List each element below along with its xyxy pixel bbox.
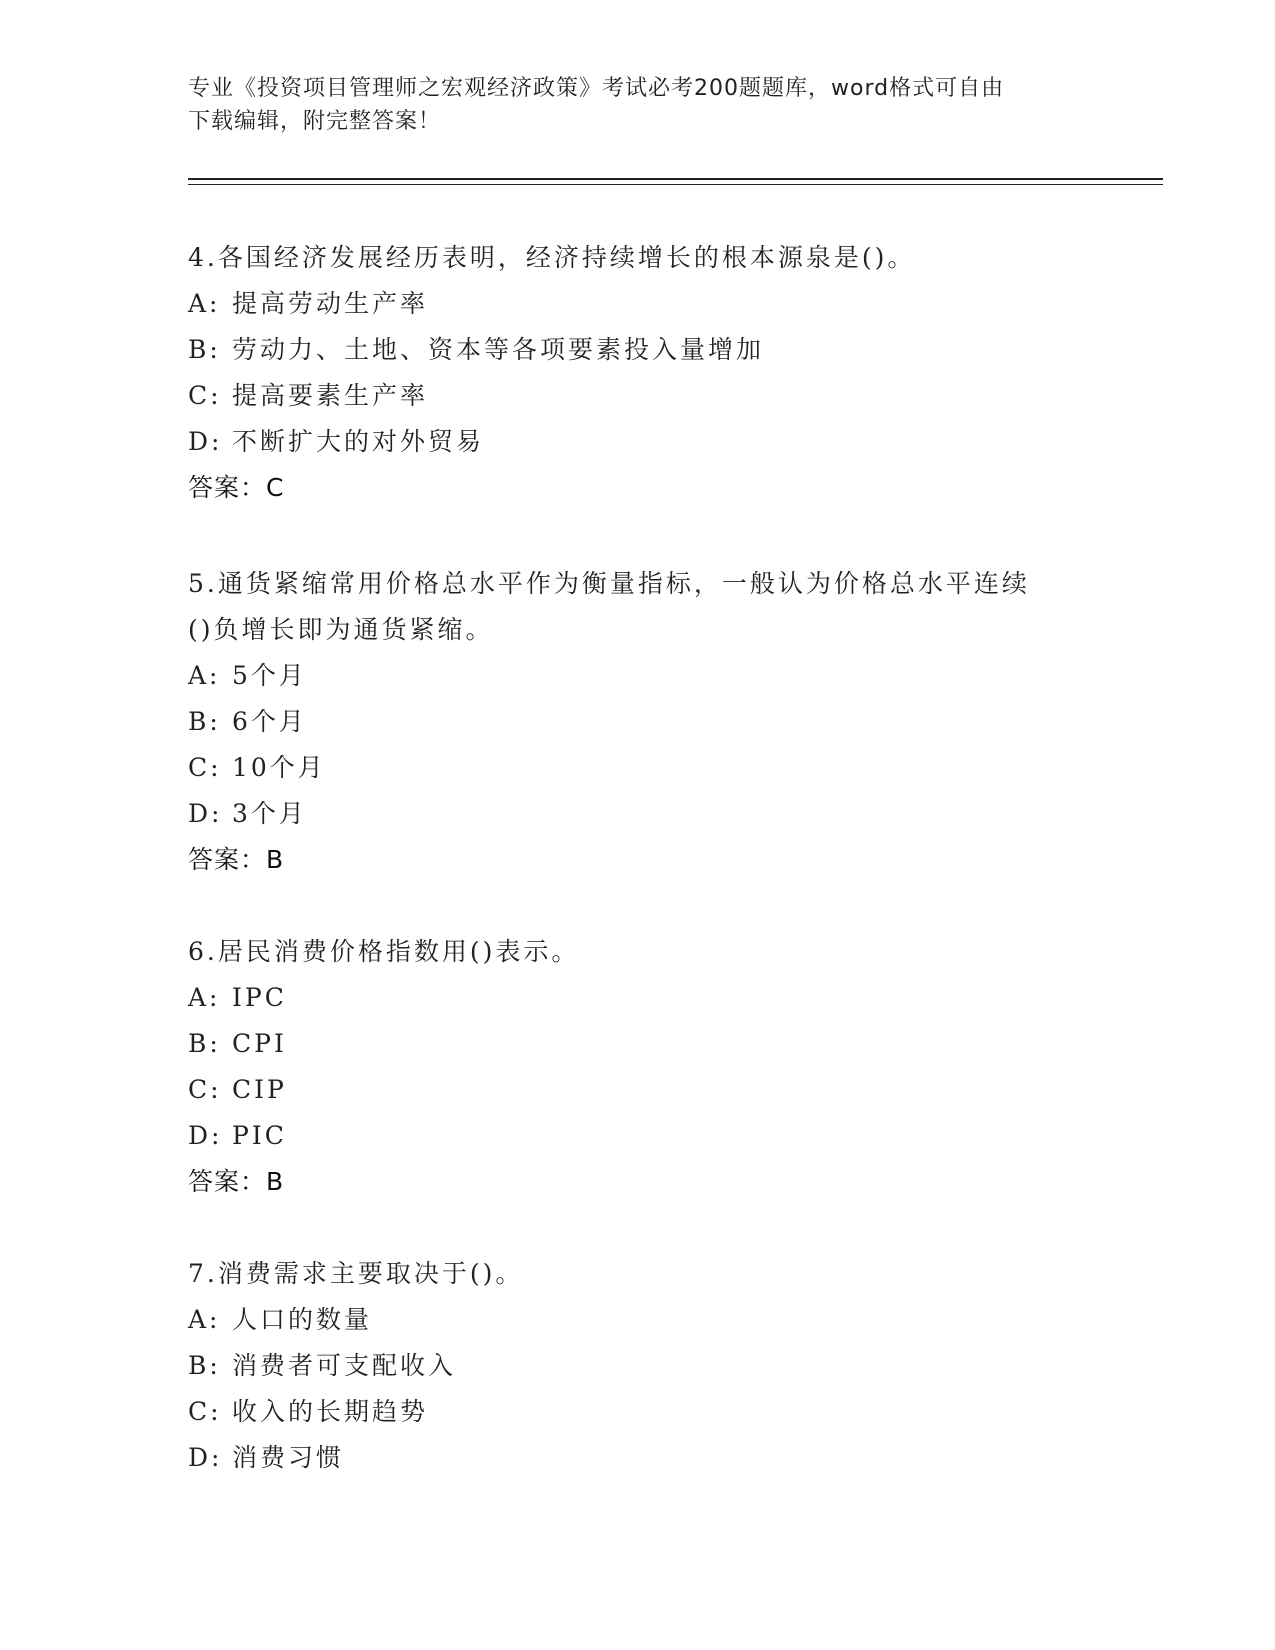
option-letter: D: [188, 1121, 223, 1150]
answer-line: 答案：C [188, 473, 285, 502]
option-letter: D: [188, 799, 223, 828]
header-line-1: 专业《投资项目管理师之宏观经济政策》考试必考200题题库，word格式可自由 [188, 76, 1005, 101]
option-text: 10个月 [232, 753, 326, 782]
option-b [188, 327, 1088, 373]
option-b [188, 1343, 1088, 1389]
option-c [188, 1389, 1088, 1435]
option-letter: D: [188, 1443, 223, 1472]
option-c [188, 1067, 1088, 1113]
option-letter: C: [188, 381, 222, 410]
option-letter: B: [188, 335, 221, 364]
option-text: 6个月 [232, 707, 307, 736]
option-text: 收入的长期趋势 [232, 1397, 429, 1426]
option-text: CPI [232, 1029, 287, 1058]
option-letter: A: [188, 1305, 221, 1334]
option-text: 3个月 [232, 799, 307, 828]
option-c [188, 373, 1088, 419]
option-d [188, 1435, 1088, 1481]
question-stem-line-2: ()负增长即为通货紧缩。 [188, 615, 494, 644]
option-letter: C: [188, 1397, 222, 1426]
header-line-2: 下载编辑，附完整答案！ [188, 109, 442, 134]
option-text: 提高劳动生产率 [232, 289, 429, 318]
option-b [188, 1021, 1088, 1067]
option-text: IPC [232, 983, 287, 1012]
option-letter: A: [188, 661, 221, 690]
answer-line: 答案：B [188, 1167, 285, 1196]
option-a [188, 281, 1088, 327]
option-text: 不断扩大的对外贸易 [232, 427, 485, 456]
option-text: CIP [232, 1075, 287, 1104]
option-a [188, 1297, 1088, 1343]
option-letter: A: [188, 983, 221, 1012]
option-letter: C: [188, 1075, 222, 1104]
option-letter: C: [188, 753, 222, 782]
question-stem: 7.消费需求主要取决于()。 [188, 1259, 524, 1288]
option-letter: B: [188, 707, 221, 736]
option-text: 5个月 [232, 661, 307, 690]
option-text: 消费者可支配收入 [232, 1351, 457, 1380]
option-text: 劳动力、土地、资本等各项要素投入量增加 [232, 335, 765, 364]
question-stem-line-1: 5.通货紧缩常用价格总水平作为衡量指标，一般认为价格总水平连续 [188, 569, 1030, 598]
header-divider-thick [188, 178, 1163, 180]
option-d [188, 791, 1088, 837]
option-a [188, 653, 1088, 699]
option-text: 提高要素生产率 [232, 381, 429, 410]
question-6 [188, 929, 1088, 1205]
document-header [188, 72, 1088, 138]
question-4 [188, 235, 1088, 511]
answer-line: 答案：B [188, 845, 285, 874]
option-text: PIC [232, 1121, 287, 1150]
option-d [188, 419, 1088, 465]
option-d [188, 1113, 1088, 1159]
option-letter: B: [188, 1029, 221, 1058]
option-letter: D: [188, 427, 223, 456]
option-c [188, 745, 1088, 791]
question-stem: 4.各国经济发展经历表明，经济持续增长的根本源泉是()。 [188, 243, 916, 272]
option-text: 消费习惯 [232, 1443, 345, 1472]
option-letter: B: [188, 1351, 221, 1380]
question-5 [188, 561, 1088, 883]
option-a [188, 975, 1088, 1021]
option-text: 人口的数量 [232, 1305, 373, 1334]
question-7 [188, 1251, 1088, 1481]
option-b [188, 699, 1088, 745]
question-stem: 6.居民消费价格指数用()表示。 [188, 937, 580, 966]
option-letter: A: [188, 289, 221, 318]
header-divider-thin [188, 184, 1163, 185]
